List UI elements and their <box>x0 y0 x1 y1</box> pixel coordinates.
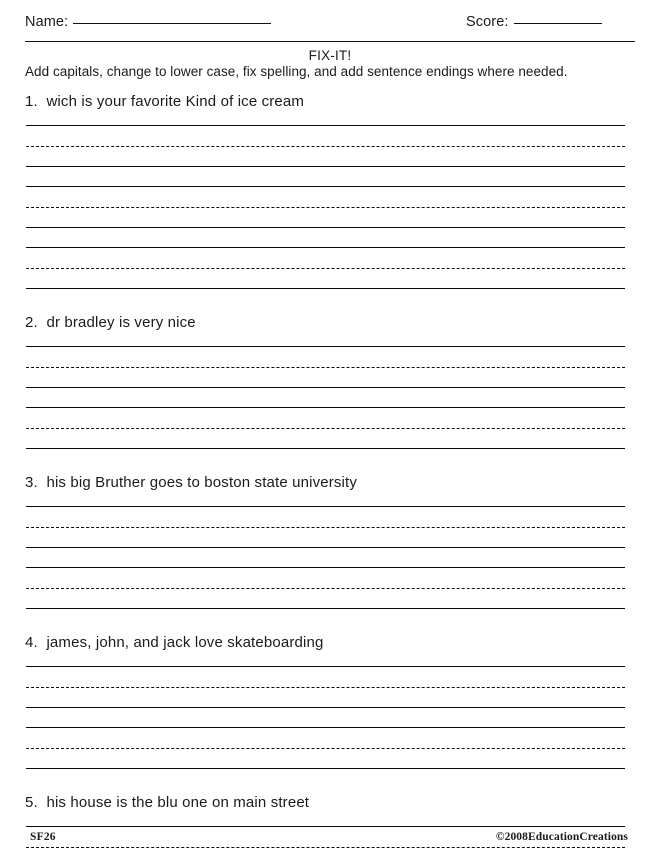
line-group-gap <box>0 228 660 247</box>
question-block <box>0 793 660 865</box>
question-number: 5. <box>25 794 47 811</box>
question-block <box>0 92 660 289</box>
question-number: 1. <box>25 93 47 110</box>
question-text <box>25 793 625 826</box>
question-block <box>0 633 660 769</box>
score-blank-line[interactable] <box>514 23 602 24</box>
rule-spacer <box>26 667 625 687</box>
rule-spacer <box>26 749 625 768</box>
instructions-text: Add capitals, change to lower case, fix spelling, and add sentence endings where needed. <box>25 64 568 79</box>
page-title: FIX-IT! <box>308 48 352 63</box>
rule-spacer <box>26 126 625 146</box>
question-gap <box>0 609 660 633</box>
question-number: 3. <box>25 474 47 491</box>
question-sentence: james, john, and jack love skateboarding <box>46 634 324 651</box>
handwriting-line-group[interactable] <box>26 247 625 289</box>
handwriting-line-group[interactable] <box>26 727 625 769</box>
handwriting-line-group[interactable] <box>26 666 625 708</box>
question-text <box>25 633 625 666</box>
worksheet-header <box>0 14 660 40</box>
rule-spacer <box>26 528 625 547</box>
rule-spacer <box>26 208 625 227</box>
handwriting-rule-baseline <box>26 448 625 449</box>
rule-spacer <box>26 568 625 588</box>
line-group-gap <box>0 167 660 186</box>
handwriting-line-group[interactable] <box>26 506 625 548</box>
name-blank-line[interactable] <box>73 23 271 24</box>
handwriting-rule-baseline <box>26 608 625 609</box>
name-field-block <box>25 14 271 30</box>
question-text <box>25 313 625 346</box>
handwriting-line-group[interactable] <box>26 346 625 388</box>
rule-spacer <box>26 507 625 527</box>
handwriting-rule-baseline <box>26 768 625 769</box>
question-gap <box>0 289 660 313</box>
question-gap <box>0 769 660 793</box>
handwriting-rule-baseline <box>26 166 625 167</box>
question-number: 4. <box>25 634 47 651</box>
handwriting-rule-baseline <box>26 227 625 228</box>
handwriting-rule-baseline <box>26 707 625 708</box>
questions-list <box>0 92 660 865</box>
question-sentence: his big Bruther goes to boston state university <box>46 474 358 491</box>
rule-spacer <box>26 688 625 707</box>
rule-spacer <box>26 589 625 608</box>
question-block <box>0 313 660 449</box>
question-text <box>25 92 625 125</box>
footer-copyright: ©2008EducationCreations <box>495 831 628 843</box>
rule-spacer <box>26 347 625 367</box>
handwriting-line-group[interactable] <box>26 567 625 609</box>
handwriting-rule-baseline <box>26 288 625 289</box>
rule-spacer <box>26 848 625 865</box>
question-number: 2. <box>25 314 47 331</box>
rule-spacer <box>26 248 625 268</box>
question-sentence: dr bradley is very nice <box>46 314 196 331</box>
handwriting-rule-baseline <box>26 547 625 548</box>
rule-spacer <box>26 187 625 207</box>
handwriting-line-group[interactable] <box>26 186 625 228</box>
score-field-block <box>466 14 602 30</box>
line-group-gap <box>0 388 660 407</box>
name-label: Name: <box>25 14 69 30</box>
header-divider <box>25 41 635 42</box>
rule-spacer <box>26 728 625 748</box>
rule-spacer <box>26 269 625 288</box>
worksheet-footer <box>0 831 660 847</box>
handwriting-line-group[interactable] <box>26 407 625 449</box>
handwriting-rule-baseline <box>26 387 625 388</box>
question-sentence: his house is the blu one on main street <box>46 794 310 811</box>
score-label: Score: <box>466 14 509 30</box>
rule-spacer <box>26 368 625 387</box>
question-sentence: wich is your favorite Kind of ice cream <box>46 93 305 110</box>
footer-code: SF26 <box>30 831 56 843</box>
rule-spacer <box>26 429 625 448</box>
rule-spacer <box>26 408 625 428</box>
line-group-gap <box>0 548 660 567</box>
question-gap <box>0 449 660 473</box>
rule-spacer <box>26 147 625 166</box>
handwriting-line-group[interactable] <box>26 125 625 167</box>
line-group-gap <box>0 708 660 727</box>
question-block <box>0 473 660 609</box>
question-text <box>25 473 625 506</box>
